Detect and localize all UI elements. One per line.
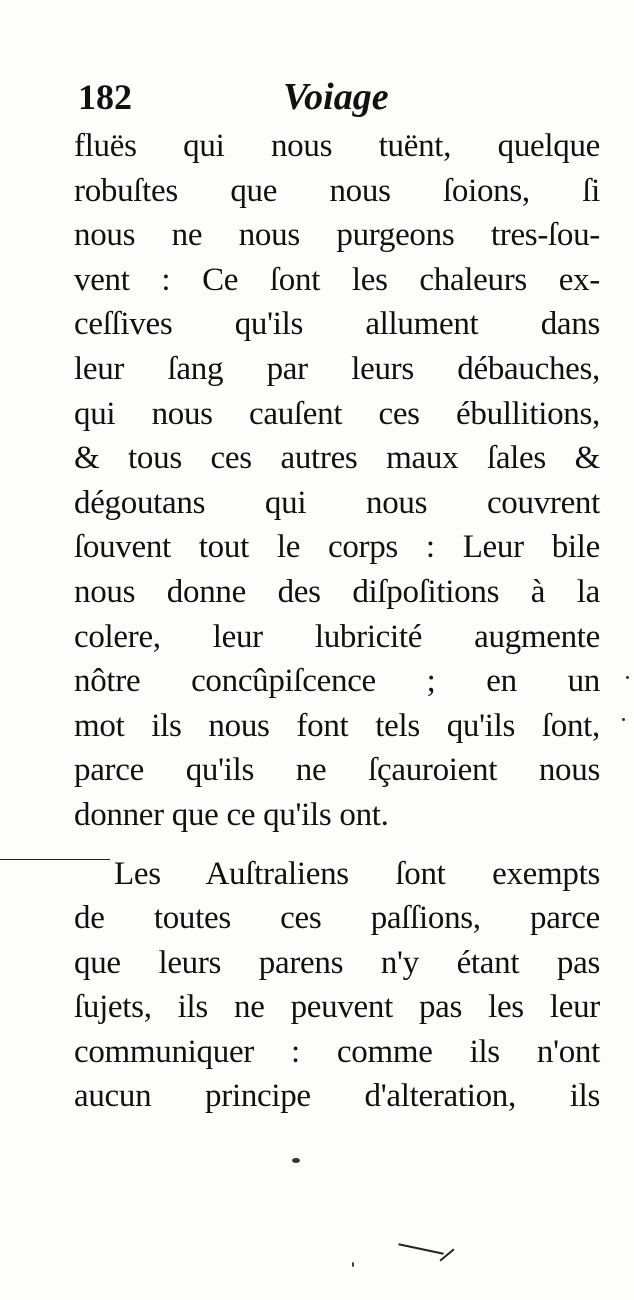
paragraph-gap [74,838,600,852]
text-line: & tous ces autres maux ſales & [74,440,600,477]
text-line: vent : Ce ſont les chaleurs ex- [74,261,600,298]
text-line: nous donne des diſpoſitions à la [74,573,600,610]
scan-rule-line [0,859,110,860]
text-line: qui nous cauſent ces ébullitions, [74,395,600,432]
text-line: nôtre concûpiſcence ; en un [74,663,600,700]
text-line: donner que ce qu'ils ont. [74,796,389,833]
text-line: ſujets, ils ne peuvent pas les leur [74,989,600,1026]
ink-speck [292,1158,300,1163]
text-line: ſouvent tout le corps : Leur bile [74,529,600,566]
ink-speck [622,718,625,721]
text-line: communiquer : comme ils n'ont [74,1033,600,1070]
text-line: mot ils nous font tels qu'ils ſont, [74,707,600,744]
ink-speck [352,1262,354,1267]
page-number: 182 [78,77,132,117]
text-line: dégoutans qui nous couvrent [74,484,600,521]
body-text [74,124,600,1119]
running-head: Voiage [283,76,389,118]
text-line: nous ne nous purgeons tres-ſou- [74,217,600,254]
text-line: leur ſang par leurs débauches, [74,350,600,387]
text-line: robuſtes que nous ſoions, ſi [74,172,600,209]
text-line: fluës qui nous tuënt, quelque [74,128,600,164]
text-line: aucun principe d'alteration, ils [74,1078,600,1115]
paragraph-1 [74,124,600,838]
text-line: colere, leur lubricité augmente [74,618,600,655]
page-header [78,74,598,120]
ink-mark [439,1248,454,1261]
ink-speck [626,676,629,679]
text-line: ceſſives qu'ils allument dans [74,306,600,343]
text-line: Les Auſtraliens ſont exempts [114,855,600,892]
paragraph-2 [74,852,600,1120]
text-line: de toutes ces paſſions, parce [74,900,600,937]
text-line: parce qu'ils ne ſçauroient nous [74,752,600,789]
ink-mark [398,1243,443,1255]
text-line: que leurs parens n'y étant pas [74,944,600,981]
